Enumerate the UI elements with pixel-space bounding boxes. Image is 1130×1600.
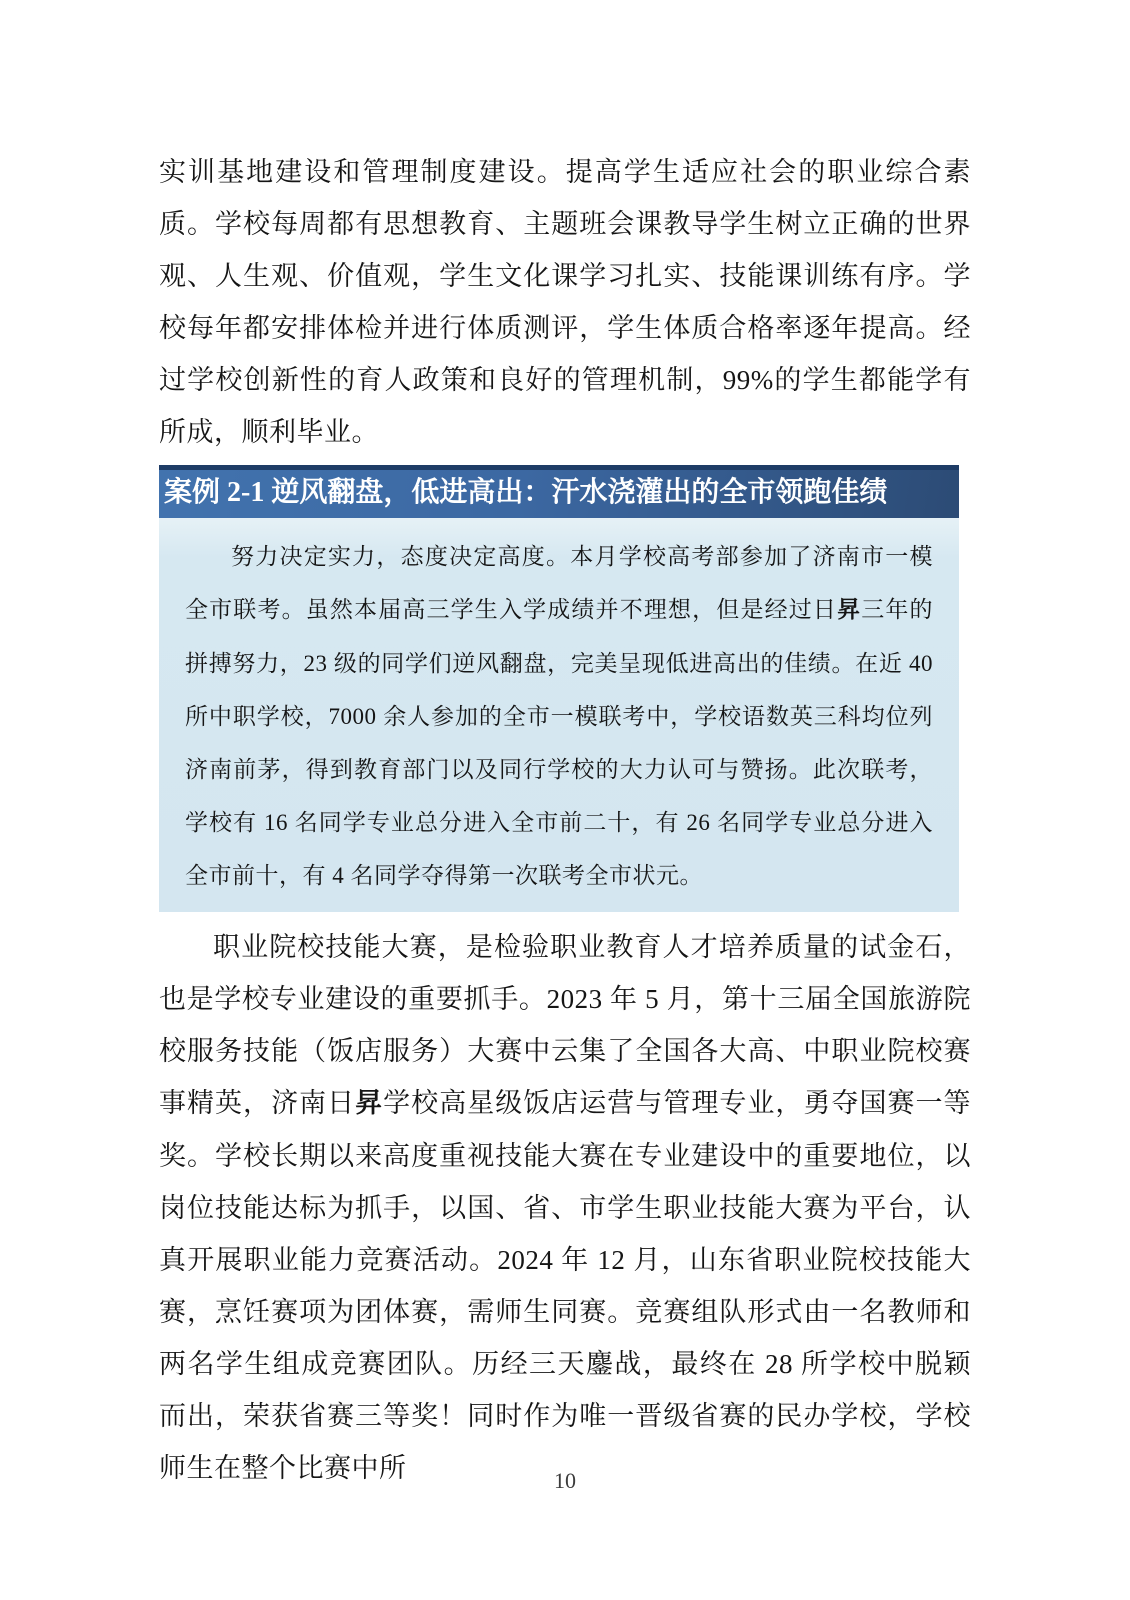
text-segment: 学校高星级饭店运营与管理专业，勇夺国赛一等奖。学校长期以来高度重视技能大赛在专业建设中的重要地位，以岗位技能达标为抓手，以国、省、市学生职业技能大赛为平台，认真开展职业能力竞赛活动。2024 年 12 月，山东省职业院校技能大赛，烹饪赛项为团体赛，需师生同赛。竞赛组队形式由一名教师和两名学生组成竞赛团队。历经三天鏖战，最终在 28 所学校中脱颖而出，荣获省赛三等奖！同时作为唯一晋级省赛的民办学校，学校师生在整个比赛中所 (159, 1088, 972, 1483)
text-segment: 三年的拼搏努力，23 级的同学们逆风翻盘，完美呈现低进高出的佳绩。在近 40 所中职学校，7000 余人参加的全市一模联考中，学校语数英三科均位列济南前茅，得到教育部门以及同行学校的大力认可与赞扬。此次联考，学校有 16 名同学专业总分进入全市前二十，有 26 名同学专业总分进入全市前十，有 4 名同学夺得第一次联考全市状元。 (185, 597, 934, 888)
text-segment: 职业院校技能大赛，是检验职业教育人才培养质量的试金石，也是学校专业建设的重要抓手。2023 年 5 月，第十三届全国旅游院校服务技能（饭店服务）大赛中云集了全国各大高、中职业院校赛事精英，济南日 (159, 932, 971, 1118)
page-number: 10 (554, 1468, 576, 1493)
case-box-title: 案例 2-1 逆风翻盘，低进高出：汗水浇灌出的全市领跑佳绩 (164, 477, 888, 508)
body-paragraph-1: 实训基地建设和管理制度建设。提高学生适应社会的职业综合素质。学校每周都有思想教育、主题班会课教导学生树立正确的世界观、人生观、价值观，学生文化课学习扎实、技能课训练有序。学校每年都安排体检并进行体质测评，学生体质合格率逐年提高。经过学校创新性的育人政策和良好的管理机制，99%的学生都能学有所成，顺利毕业。 (159, 157, 971, 447)
case-box-title-bar (159, 465, 959, 518)
case-box (159, 518, 959, 912)
case-box-body (185, 530, 933, 902)
emphasized-text: 昇 (837, 597, 862, 623)
page-content (159, 146, 971, 1494)
emphasized-text: 昇 (355, 1088, 384, 1119)
text-segment: 努力决定实力，态度决定高度。本月学校高考部参加了济南市一模全市联考。虽然本届高三学生入学成绩并不理想，但是经过日 (185, 544, 933, 622)
body-paragraph-2 (159, 921, 971, 1494)
